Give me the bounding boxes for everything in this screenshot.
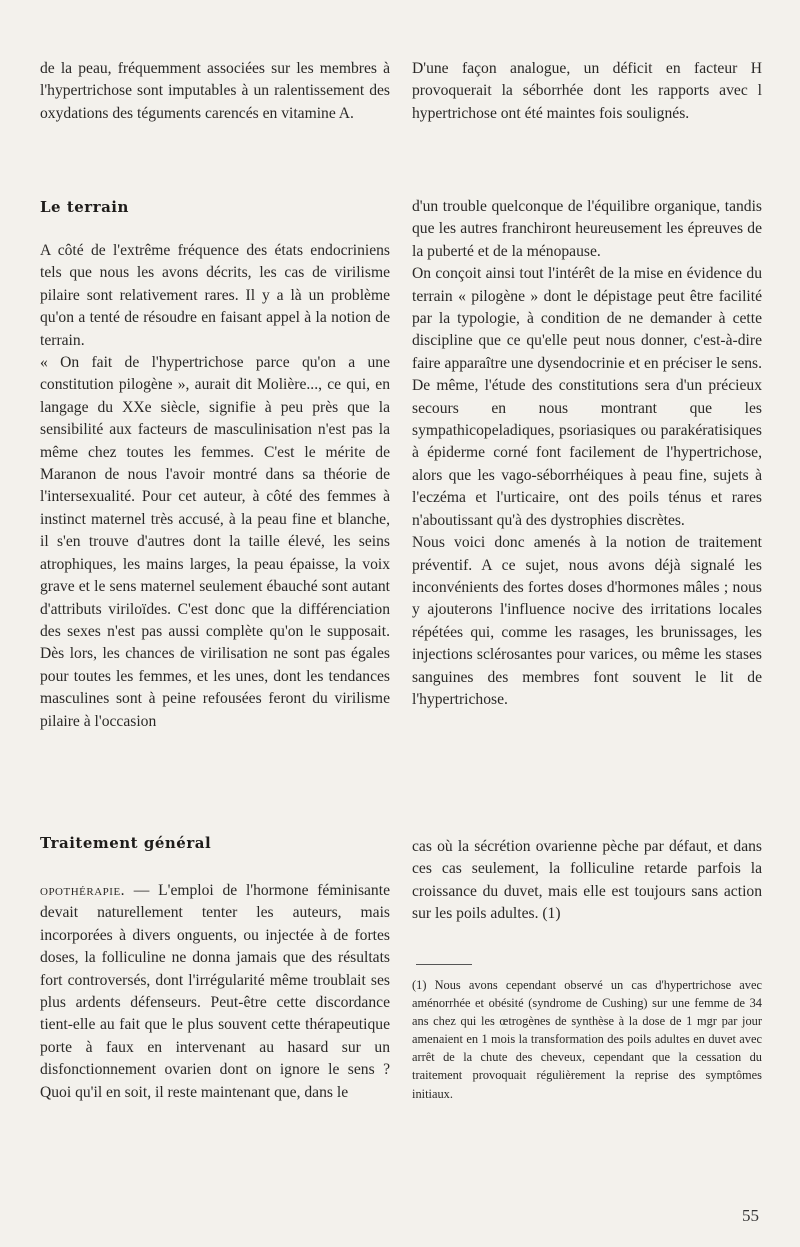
- terrain-left-column: [40, 240, 390, 733]
- terrain-right-column: [412, 196, 762, 711]
- footnote-divider: [416, 964, 472, 965]
- page-number: 55: [742, 1206, 759, 1225]
- paragraph: Nous voici donc amenés à la notion de traitement préventif. A ce sujet, nous avons déjà signalé les inconvénients des fortes doses d'hormones mâles ; nous y ajouterons l'influence nocive des irritations locales répétées qui, comme les rasages, les brunissages, les injections sclérosantes pour varices, ou même les stases sanguines des membres font souvent le lit de l'hypertrichose.: [412, 534, 762, 708]
- paragraph: opothérapie. — L'emploi de l'hormone féminisante devait naturellement tenter les auteurs, mais incorporées à divers onguents, ou injectée à de fortes doses, la folliculine ne donna jamais que des résultats fort controversés, dont l'irrégularité même troublait ses plus ardents défenseurs. Peut-être cette discordance tient-elle au fait que le plus souvent cette thérapeutique porte à faux en intervenant au hasard sur un disfonctionnement ovarien dont on ignore le sens ? Quoi qu'il en soit, il reste maintenant que, dans le: [40, 882, 390, 1101]
- traitement-right-column: [412, 836, 762, 926]
- paragraph: « On fait de l'hypertrichose parce qu'on a une constitution pilogène », aurait dit Molière..., ce qui, en langage du XXe siècle, signifie à peu près que la sensibilité aux facteurs de masculinisation n'est pas la même chez toutes les femmes. C'est le mérite de Maranon de nous l'avoir montré dans sa théorie de l'intersexualité. Pour cet auteur, à côté des femmes à instinct maternel très accusé, à la peau fine et blanche, il s'en trouve d'autres dont la taille élevé, les seins atrophiques, les mains larges, la peau épaisse, la voix grave et le sens maternel seulement ébauché sont autant d'attributs viriloïdes. C'est donc que la différenciation des sexes n'est pas aussi complète qu'on le supposait. Dès lors, les chances de virilisation ne sont pas égales pour toutes les femmes, et les unes, dont les tendances masculines sont à peine refousées feront du virilisme pilaire à l'occasion: [40, 354, 390, 730]
- paragraph: d'un trouble quelconque de l'équilibre organique, tandis que les autres franchiront heureusement les épreuves de la puberté et de la ménopause.: [412, 198, 762, 260]
- lead-term: opothérapie.: [40, 882, 126, 899]
- section-title-traitement: Traitement général: [40, 834, 212, 852]
- paragraph: cas où la sécrétion ovarienne pèche par défaut, et dans ces cas seulement, la folliculine retarde parfois la croissance du duvet, mais elle est toujours sans action sur les poils adultes. (1): [412, 838, 762, 923]
- paragraph: A côté de l'extrême fréquence des états endocriniens tels que nous les avons décrits, les cas de virilisme pilaire sont relativement rares. Il y a là un problème qu'on a tenté de résoudre en faisant appel à la notion de terrain.: [40, 242, 390, 349]
- continuation-text-left: de la peau, fréquemment associées sur les membres à l'hypertrichose sont imputables à un ralentissement des oxydations des téguments carencés en vitamine A.: [40, 60, 390, 122]
- footnote: (1) Nous avons cependant observé un cas d'hypertrichose avec aménorrhée et obésité (syndrome de Cushing) sur une femme de 34 ans chez qui les œtrogènes de synthèse à la dose de 1 mgr par jour amenaient en 1 mois la transformation des poils adultes en duvet avec arrêt de la chute des cheveux, cependant que la cessation du traitement provoquait régulièrement la reprise des symptômes initiaux.: [412, 978, 762, 1101]
- paragraph: On conçoit ainsi tout l'intérêt de la mise en évidence du terrain « pilogène » dont le dépistage peut être facilité par la typologie, à condition de ne demander à cette discipline que ce qu'elle peut nous donner, c'est-à-dire faire apparaître une dysendocrinie et en préciser le sens. De même, l'étude des constitutions sera d'un précieux secours en nous montrant que les sympathicopeladiques, psoriasiques ou parakératisiques à épiderme corné font facilement de l'hypertrichose, alors que les vago-séborrhéiques à peau fine, sujets à l'eczéma et l'urticaire, ont des poils ténus et rares n'aboutissant qu'à des dystrophies discrètes.: [412, 265, 762, 529]
- section-title-terrain: Le terrain: [40, 198, 129, 216]
- continuation-text-right: D'une façon analogue, un déficit en facteur H provoquerait la séborrhée dont les rapports avec l hypertrichose ont été maintes fois soulignés.: [412, 60, 762, 122]
- traitement-left-column: [40, 880, 390, 1104]
